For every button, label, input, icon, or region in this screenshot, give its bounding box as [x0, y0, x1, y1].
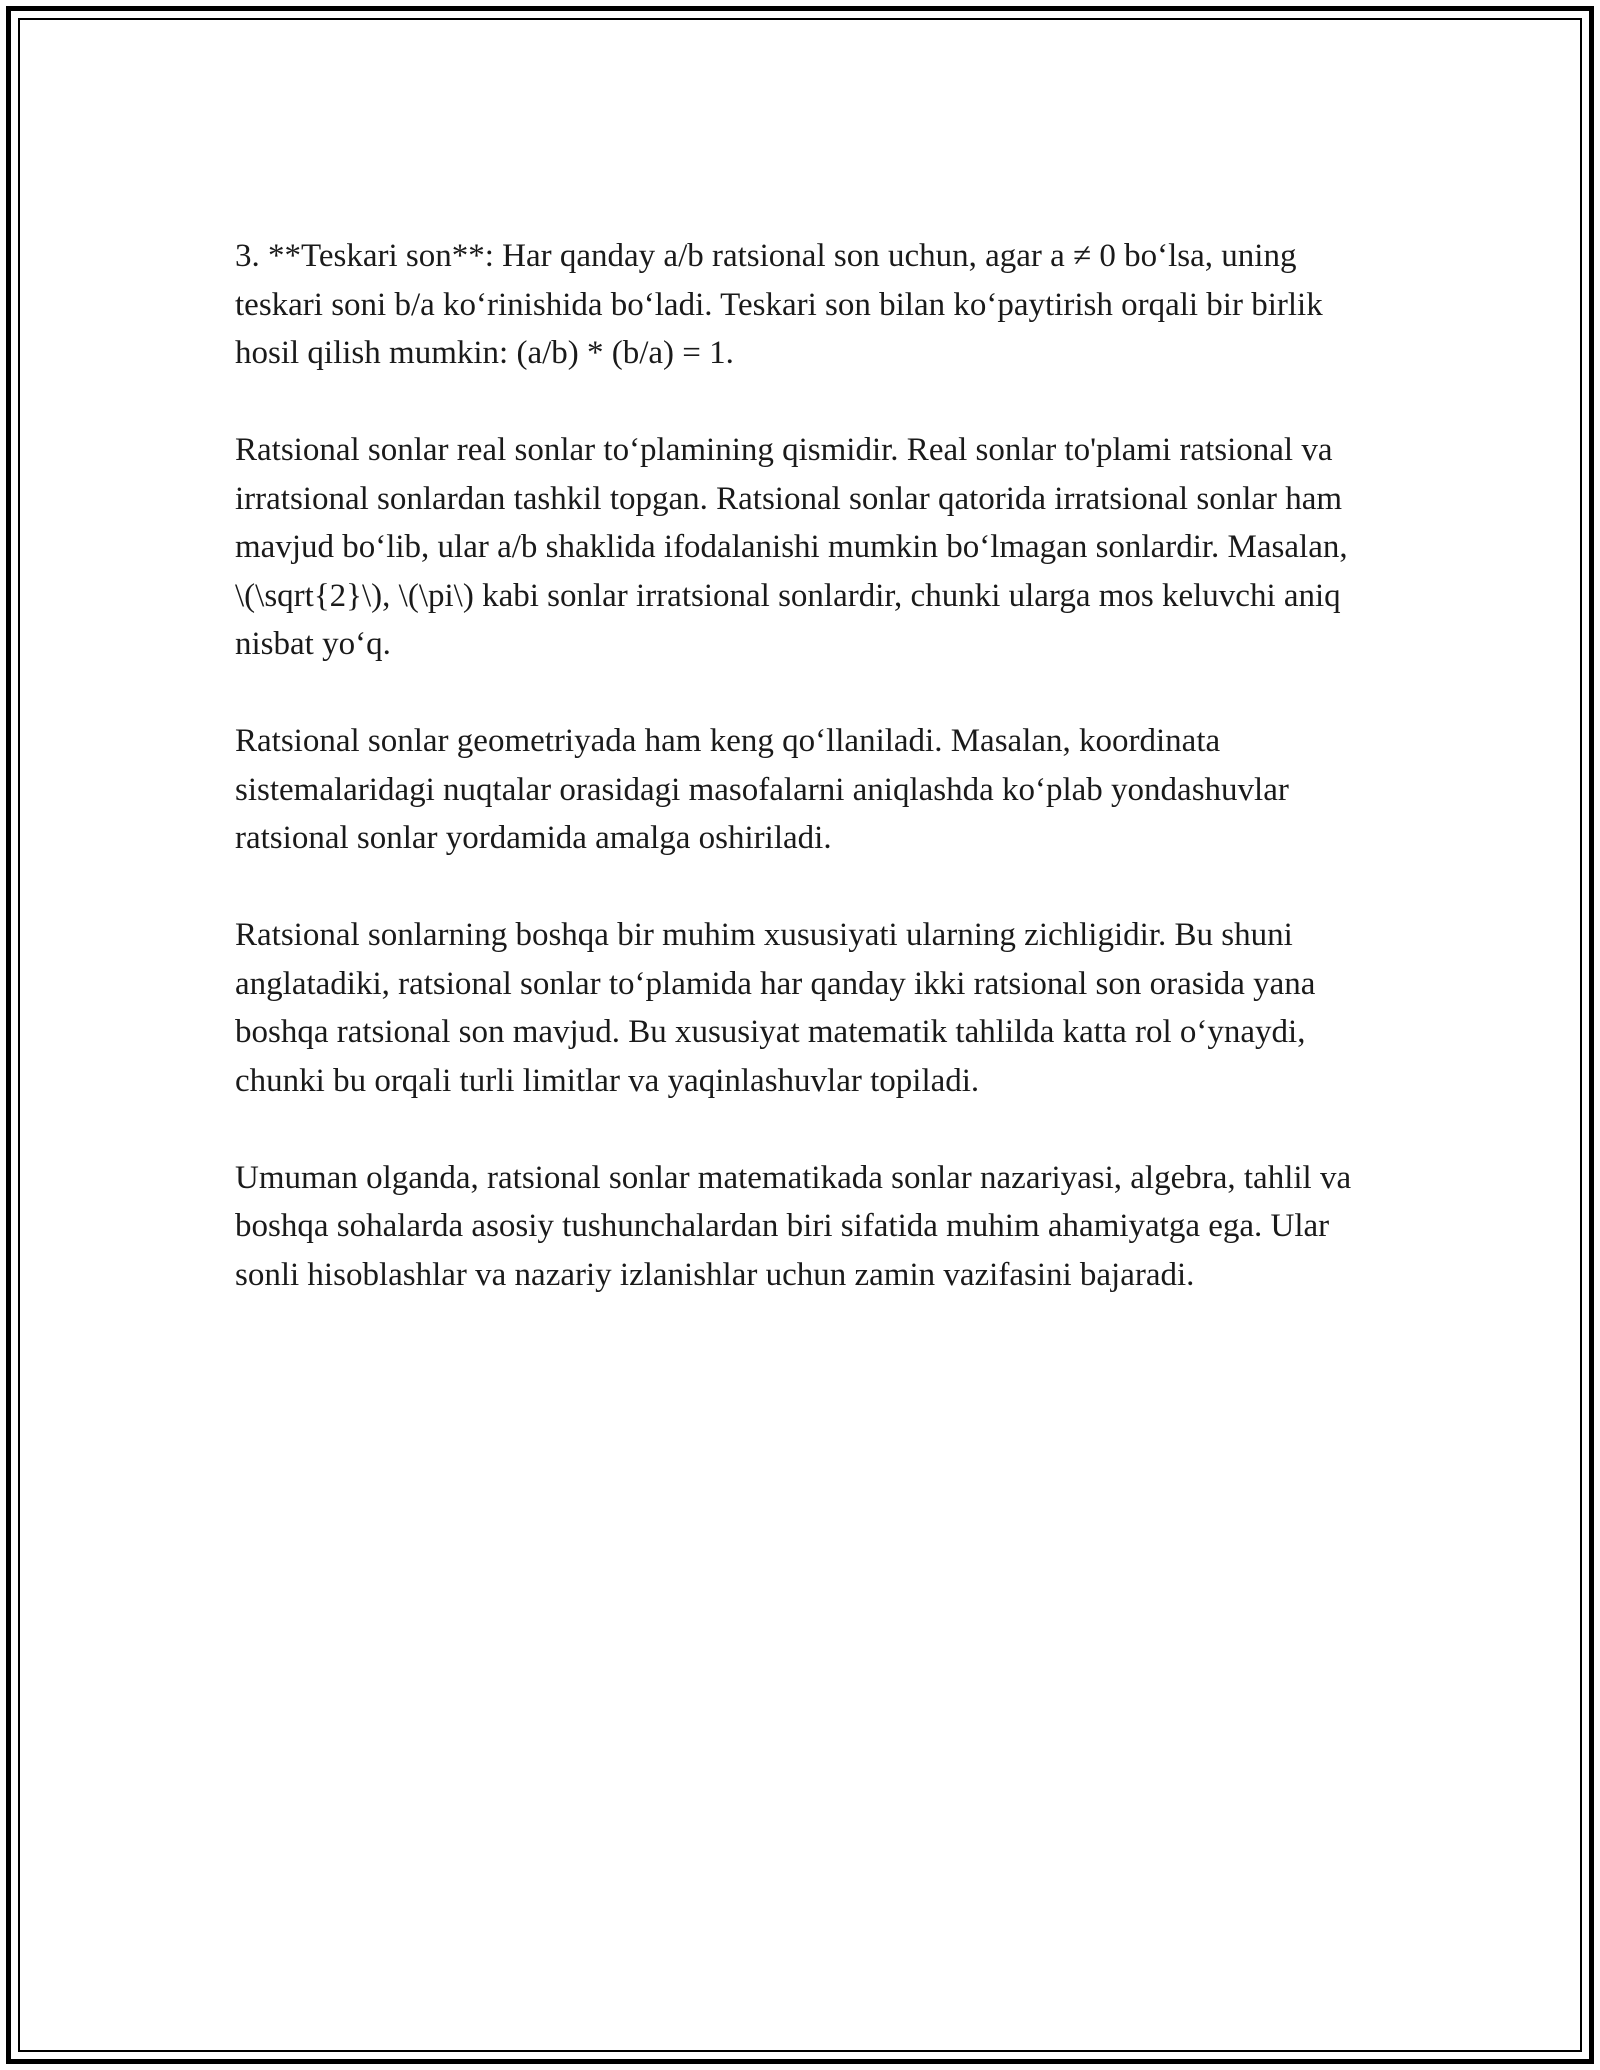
paragraph-geometry: Ratsional sonlar geometriyada ham keng qo‘llaniladi. Masalan, koordinata sistemalaridagi nuqtalar orasidagi masofalarni aniqlashda ko‘plab yondashuvlar ratsional sonlar yordamida amalga oshiriladi.	[235, 723, 1289, 856]
paragraph-real-numbers: Ratsional sonlar real sonlar to‘plamining qismidir. Real sonlar to'plami ratsional va irratsional sonlardan tashkil topgan. Ratsional sonlar qatorida irratsional sonlar ham mavjud bo‘lib, ular a/b shaklida ifodalanishi mumkin bo‘lmagan sonlardir. Masalan, \(\sqrt{2}\), \(\pi\) kabi sonlar irratsional sonlardir, chunki ularga mos keluvchi aniq nisbat yo‘q.	[235, 432, 1348, 662]
paragraph-conclusion: Umuman olganda, ratsional sonlar matematikada sonlar nazariyasi, algebra, tahlil va boshqa sohalarda asosiy tushunchalardan biri sifatida muhim ahamiyatga ega. Ular sonli hisoblashlar va nazariy izlanishlar uchun zamin vazifasini bajaradi.	[235, 1159, 1352, 1293]
paragraph-density: Ratsional sonlarning boshqa bir muhim xususiyati ularning zichligidir. Bu shuni anglatadiki, ratsional sonlar to‘plamida har qanday ikki ratsional son orasida yana boshqa ratsional son mavjud. Bu xususiyat matematik tahlilda katta rol o‘ynaydi, chunki bu orqali turli limitlar va yaqinlashuvlar topiladi.	[235, 917, 1316, 1099]
document-body	[235, 232, 1355, 1299]
paragraph-reciprocal: 3. **Teskari son**: Har qanday a/b ratsional son uchun, agar a ≠ 0 bo‘lsa, uning teskari soni b/a ko‘rinishida bo‘ladi. Teskari son bilan ko‘paytirish orqali bir birlik hosil qilish mumkin: (a/b) * (b/a) = 1.	[235, 238, 1323, 371]
